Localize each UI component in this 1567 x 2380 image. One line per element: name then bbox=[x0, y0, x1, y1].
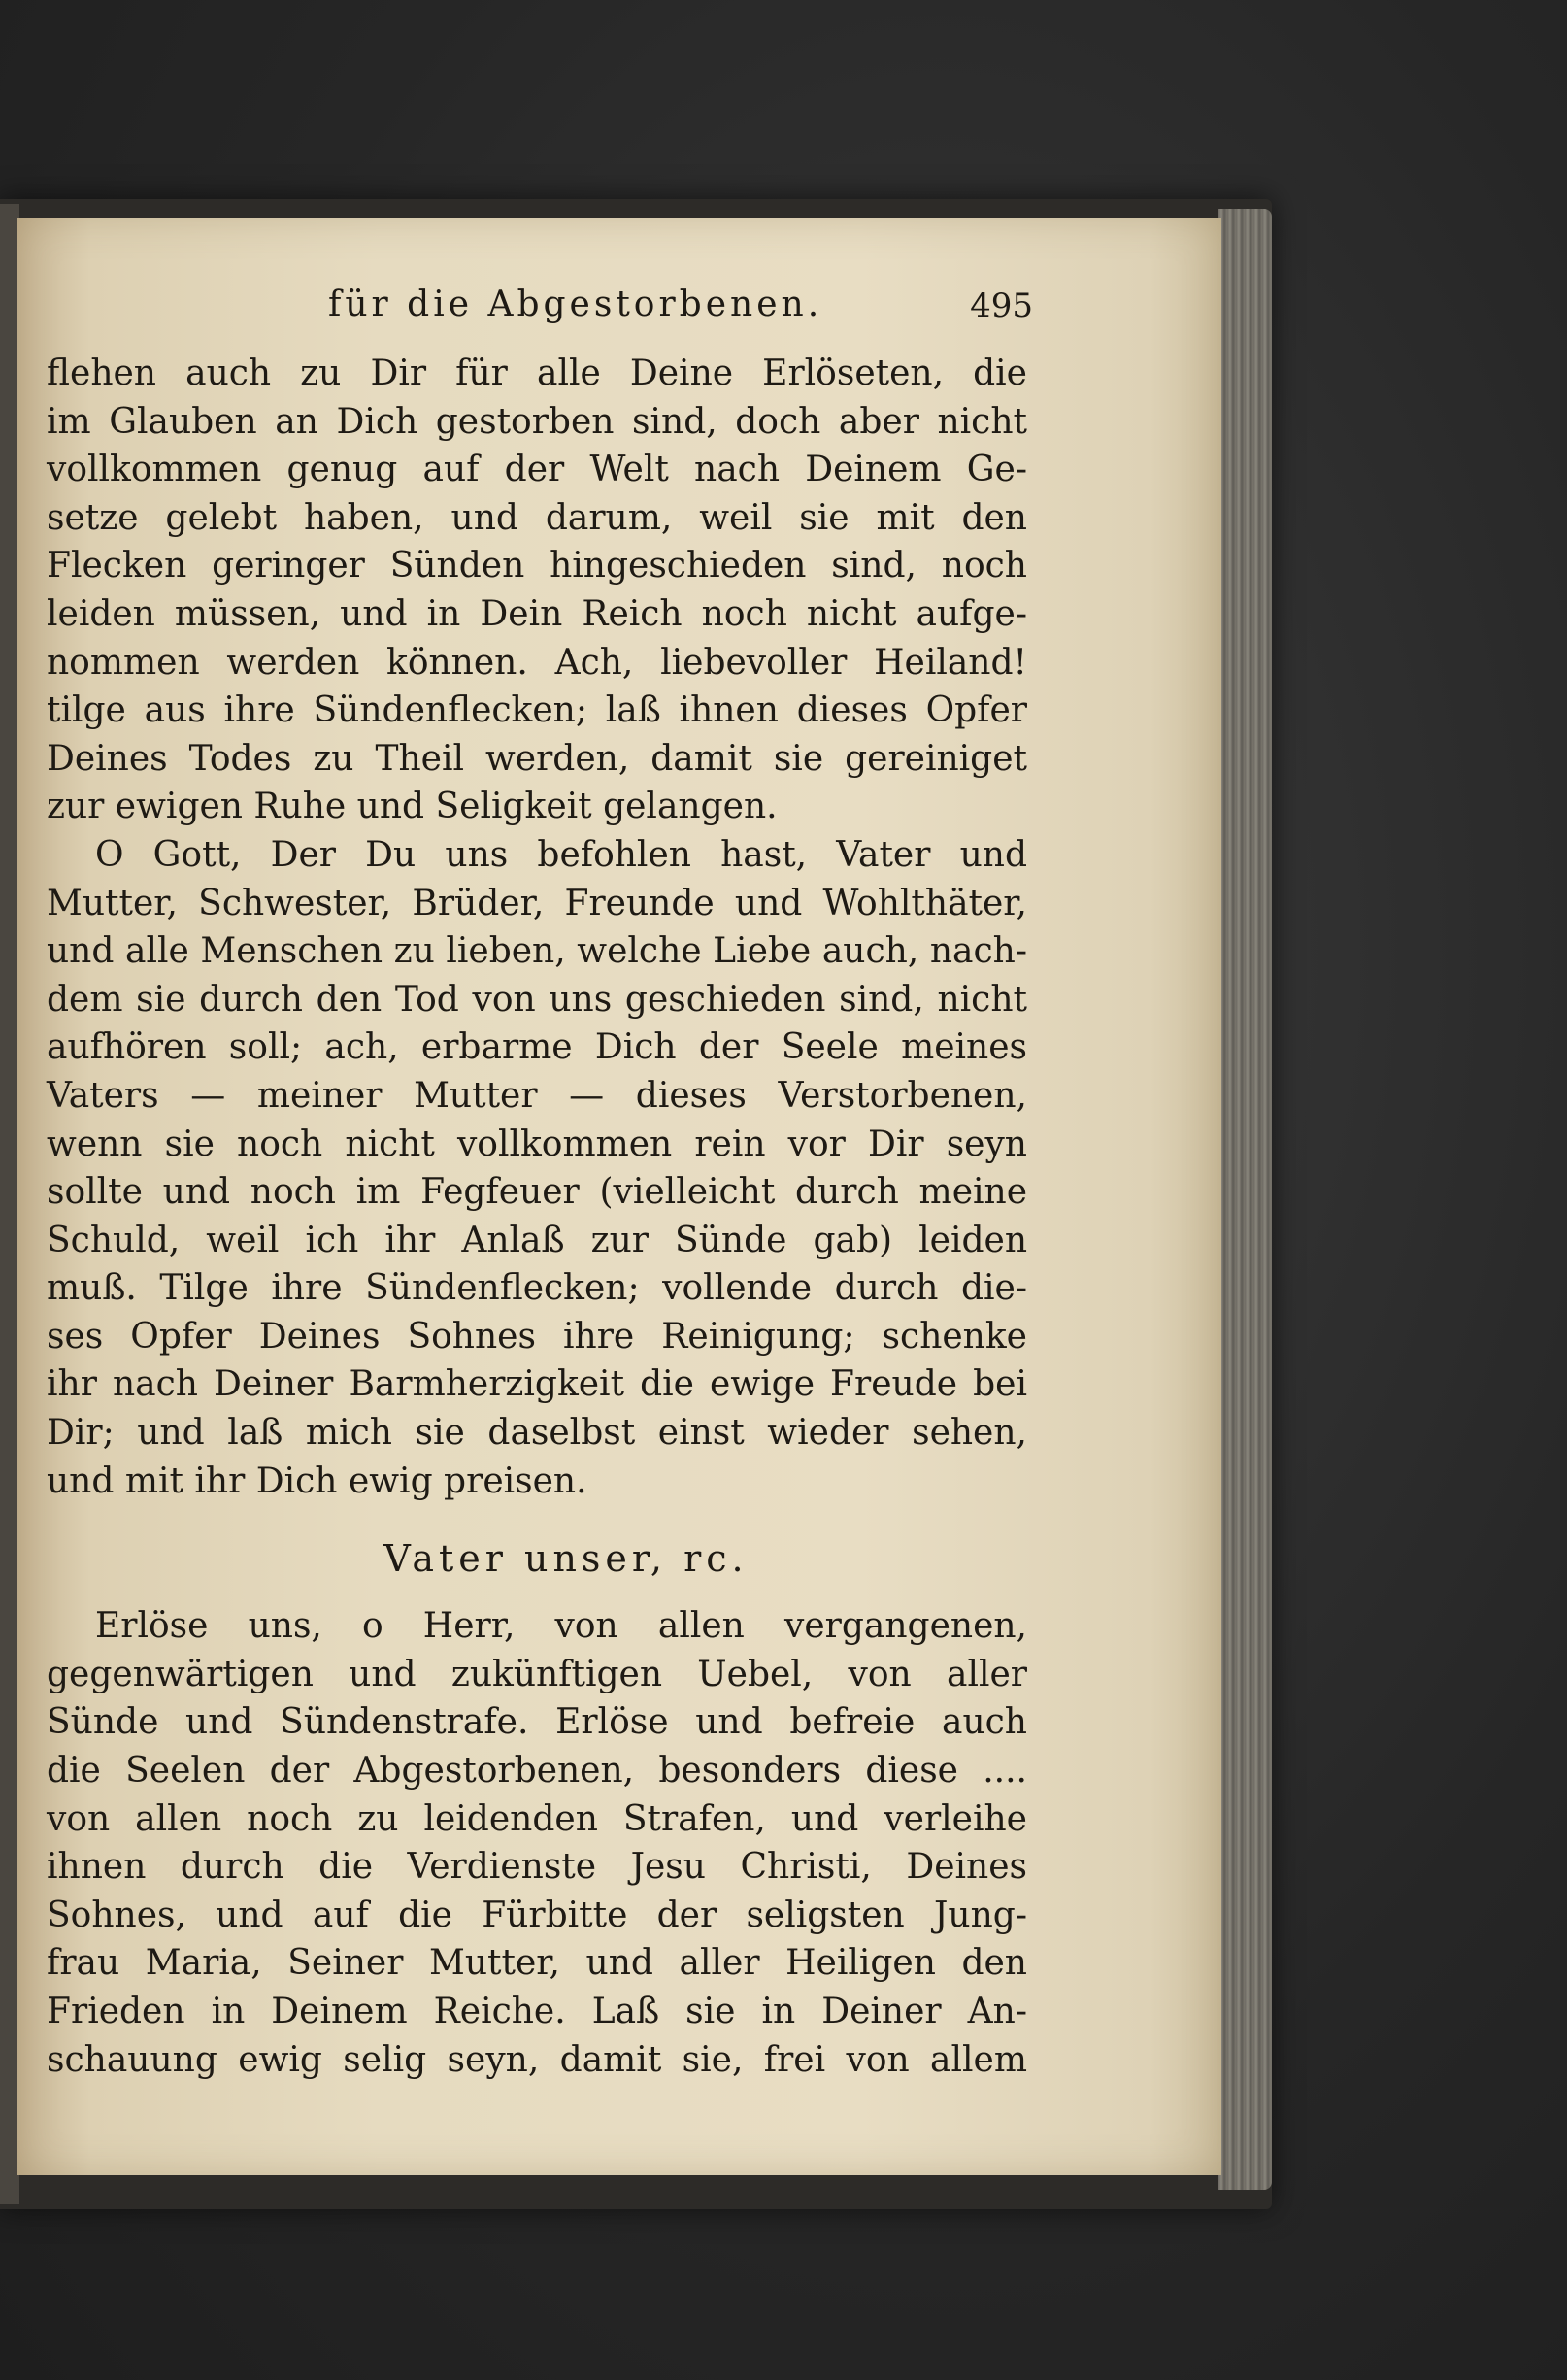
text-line: die Seelen der Abgestorbenen, besonders diese .... bbox=[47, 1751, 1027, 1792]
text-line: tilge aus ihre Sündenflecken; laß ihnen dieses Opfer bbox=[47, 690, 1027, 731]
text-line: O Gott, Der Du uns befohlen hast, Vater und bbox=[95, 834, 1027, 875]
text-line: und alle Menschen zu lieben, welche Liebe auch, nach- bbox=[47, 931, 1027, 972]
body-text bbox=[47, 350, 1027, 2084]
text-line: und mit ihr Dich ewig preisen. bbox=[47, 1460, 587, 1501]
text-line: Sünde und Sündenstrafe. Erlöse und befreie auch bbox=[47, 1702, 1027, 1743]
text-line: nommen werden können. Ach, liebevoller Heiland! bbox=[47, 642, 1027, 683]
text-line: Frieden in Deinem Reiche. Laß sie in Deiner An- bbox=[47, 1992, 1027, 2031]
text-line: Deines Todes zu Theil werden, damit sie gereiniget bbox=[47, 738, 1027, 779]
text-line: zur ewigen Ruhe und Seligkeit gelangen. bbox=[47, 787, 778, 827]
page-edges bbox=[1218, 209, 1272, 2190]
section-heading: Vater unser, rc. bbox=[383, 1537, 749, 1581]
text-line: Vaters — meiner Mutter — dieses Verstorbenen, bbox=[47, 1075, 1027, 1116]
text-line: sollte und noch im Fegfeuer (vielleicht durch meine bbox=[47, 1172, 1027, 1213]
text-line: schauung ewig selig seyn, damit sie, frei von allem bbox=[47, 2039, 1027, 2080]
running-head: für die Abgestorbenen. bbox=[328, 285, 823, 324]
text-line: von allen noch zu leidenden Strafen, und verleihe bbox=[47, 1798, 1027, 1839]
text-line: gegenwärtigen und zukünftigen Uebel, von aller bbox=[47, 1654, 1027, 1694]
text-line: Dir; und laß mich sie daselbst einst wieder sehen, bbox=[47, 1413, 1027, 1454]
text-line: Mutter, Schwester, Brüder, Freunde und Wohlthäter, bbox=[47, 883, 1027, 923]
text-line: setze gelebt haben, und darum, weil sie mit den bbox=[47, 497, 1027, 538]
text-line: flehen auch zu Dir für alle Deine Erlöseten, die bbox=[47, 353, 1027, 393]
text-line: muß. Tilge ihre Sündenflecken; vollende durch die- bbox=[47, 1268, 1027, 1309]
text-line: ihnen durch die Verdienste Jesu Christi, Deines bbox=[47, 1847, 1027, 1888]
page-content bbox=[47, 218, 1033, 2175]
text-line: im Glauben an Dich gestorben sind, doch aber nicht bbox=[47, 401, 1027, 442]
text-line: Schuld, weil ich ihr Anlaß zur Sünde gab) leiden bbox=[47, 1220, 1027, 1260]
text-line: frau Maria, Seiner Mutter, und aller Heiligen den bbox=[47, 1943, 1027, 1984]
text-line: leiden müssen, und in Dein Reich noch nicht aufge- bbox=[47, 593, 1027, 634]
page-header bbox=[47, 285, 1033, 333]
text-line: Flecken geringer Sünden hingeschieden sind, noch bbox=[47, 546, 1027, 587]
text-line: ihr nach Deiner Barmherzigkeit die ewige Freude bei bbox=[47, 1364, 1027, 1405]
text-line: dem sie durch den Tod von uns geschieden sind, nicht bbox=[47, 979, 1027, 1020]
text-line: vollkommen genug auf der Welt nach Deinem Ge- bbox=[47, 450, 1027, 490]
text-line: Erlöse uns, o Herr, von allen vergangenen, bbox=[95, 1606, 1027, 1647]
text-line: wenn sie noch nicht vollkommen rein vor Dir seyn bbox=[47, 1123, 1027, 1164]
text-line: aufhören soll; ach, erbarme Dich der Seele meines bbox=[47, 1027, 1027, 1068]
text-line: ses Opfer Deines Sohnes ihre Reinigung; schenke bbox=[47, 1316, 1027, 1357]
book-page bbox=[17, 218, 1221, 2175]
text-line: Sohnes, und auf die Fürbitte der seligsten Jung- bbox=[47, 1894, 1027, 1935]
page-number: 495 bbox=[970, 286, 1033, 325]
book-cover-edge bbox=[0, 204, 19, 2204]
